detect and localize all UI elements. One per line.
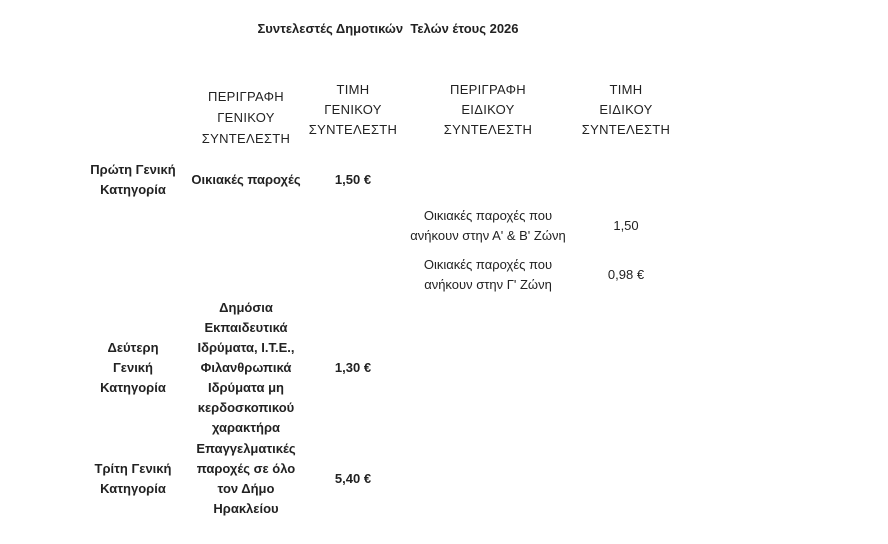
special-description-empty	[398, 160, 578, 200]
special-price: 0,98 €	[607, 266, 645, 282]
table-row-special-zone-c	[82, 252, 674, 297]
general-description: Επαγγελματικές παροχές σε όλο τον Δήμο Ηρακλείου	[196, 441, 296, 516]
empty-cell	[82, 200, 184, 252]
empty-cell	[308, 200, 398, 252]
general-description: Οικιακές παροχές	[191, 172, 301, 187]
empty-cell	[184, 252, 308, 297]
special-description: Οικιακές παροχές που ανήκουν στην Γ' Ζώνη	[423, 256, 553, 292]
table-row-second-category	[82, 297, 674, 439]
header-general-description: ΠΕΡΙΓΡΑΦΗ ΓΕΝΙΚΟΥ ΣΥΝΤΕΛΕΣΤΗ	[201, 88, 291, 146]
general-price: 5,40 €	[334, 471, 372, 486]
header-special-description: ΠΕΡΙΓΡΑΦΗ ΕΙΔΙΚΟΥ ΣΥΝΤΕΛΕΣΤΗ	[443, 82, 533, 137]
table-row-third-category	[82, 439, 674, 519]
empty-cell	[184, 200, 308, 252]
category-name: Τρίτη Γενική Κατηγορία	[94, 461, 172, 496]
empty-cell	[398, 297, 578, 439]
category-name: Δεύτερη Γενική Κατηγορία	[100, 340, 166, 395]
empty-cell	[398, 439, 578, 519]
general-description: Δημόσια Εκπαιδευτικά Ιδρύματα, Ι.Τ.Ε., Φιλανθρωπικά Ιδρύματα μη κερδοσκοπικού χαρακτήρα	[197, 300, 295, 435]
rates-table	[82, 60, 674, 519]
empty-cell	[308, 252, 398, 297]
empty-cell	[578, 439, 674, 519]
empty-cell	[578, 297, 674, 439]
special-price: 1,50	[613, 218, 639, 233]
header-empty	[82, 60, 184, 160]
header-special-price: ΤΙΜΗ ΕΙΔΙΚΟΥ ΣΥΝΤΕΛΕΣΤΗ	[581, 82, 671, 137]
special-description: Οικιακές παροχές που ανήκουν στην Α' & Β' Ζώνη	[410, 208, 566, 243]
table-header-row	[82, 60, 674, 160]
page-title: Συντελεστές Δημοτικών Τελών έτους 2026	[257, 21, 519, 36]
table-row-first-category	[82, 160, 674, 200]
general-price: 1,30 €	[334, 360, 372, 375]
header-general-price: ΤΙΜΗ ΓΕΝΙΚΟΥ ΣΥΝΤΕΛΕΣΤΗ	[308, 82, 398, 137]
table-row-special-zone-ab	[82, 200, 674, 252]
empty-cell	[82, 252, 184, 297]
special-price-empty	[578, 160, 674, 200]
category-name: Πρώτη Γενική Κατηγορία	[90, 162, 176, 197]
general-price: 1,50 €	[334, 172, 372, 187]
